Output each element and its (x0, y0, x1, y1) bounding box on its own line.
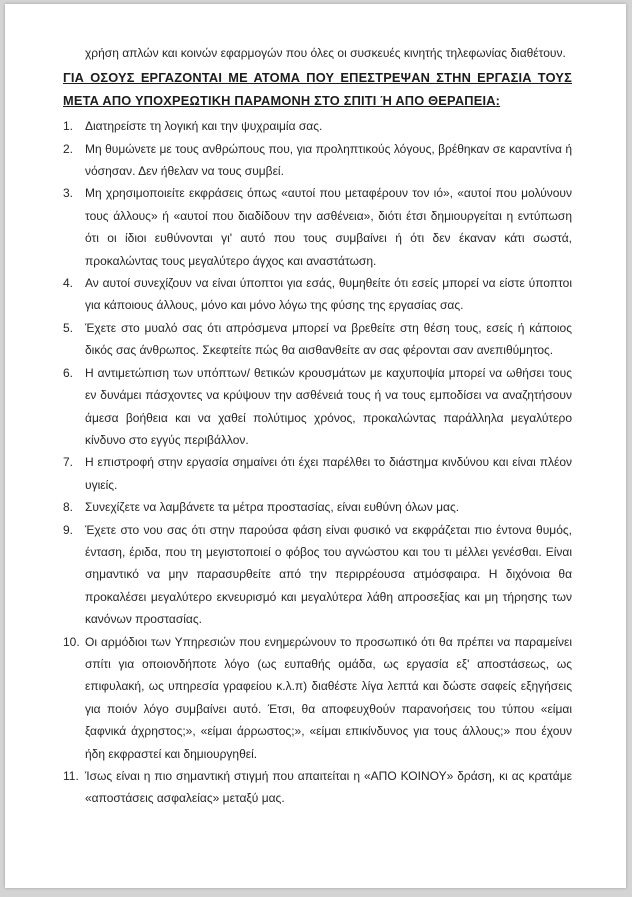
list-item-text: Έχετε στο μυαλό σας ότι απρόσμενα μπορεί να βρεθείτε στη θέση τους, εσείς ή κάποιος δικός σας άνθρωπος. Σκεφτείτε πώς θα αισθανθείτε αν σας φέρονται σαν ανεπιθύμητος. (85, 320, 572, 358)
list-item-text: Έχετε στο νου σας ότι στην παρούσα φάση είναι φυσικό να εκφράζεται πιο έντονα θυμός, ένταση, έριδα, που τη μεγιστοποιεί ο φόβος του αγνώστου και του τι μέλλει γενέσθαι. Είναι σημαντικό να μην παρασυρθείτε από την περιρρέουσα ατμόσφαιρα. Η διχόνοια θα προκαλέσει μεγαλύτερο εκνευρισμό και μεγαλύτερα λάθη απροσεξίας και μη τήρησης των κανόνων προστασίας. (85, 522, 572, 627)
list-item-number: 9. (63, 522, 74, 537)
list-item-number: 3. (63, 186, 74, 201)
list-item (63, 317, 572, 362)
list-item (63, 182, 572, 272)
list-item-number: 5. (63, 320, 74, 335)
list-item-number: 8. (63, 500, 74, 515)
list-item (63, 272, 572, 317)
list-item (63, 519, 572, 631)
list-item (63, 451, 572, 496)
list-item (63, 362, 572, 452)
section-heading: ΓΙΑ ΟΣΟΥΣ ΕΡΓΑΖΟΝΤΑΙ ΜΕ ΑΤΟΜΑ ΠΟΥ ΕΠΕΣΤΡΕΨΑΝ ΣΤΗΝ ΕΡΓΑΣΙΑ ΤΟΥΣ ΜΕΤΑ ΑΠΟ ΥΠΟΧΡΕΩΤΙΚΗ ΠΑΡΑΜΟΝΗ ΣΤΟ ΣΠΙΤΙ Ή ΑΠΟ ΘΕΡΑΠΕΙΑ: (63, 70, 572, 108)
list-item (63, 631, 572, 765)
intro-paragraph: χρήση απλών και κοινών εφαρμογών που όλες οι συσκευές κινητής τηλεφωνίας διαθέτουν. (85, 46, 566, 60)
list-item (63, 138, 572, 183)
list-item-text: Οι αρμόδιοι των Υπηρεσιών που ενημερώνουν το προσωπικό ότι θα πρέπει να παραμείνει σπίτι για οποιονδήποτε λόγο (ως ευπαθής ομάδα, ως εργασία εξ' αποστάσεως, ως επιφυλακή, ως υπηρεσία γραφείου κ.λ.π) διαθέστε λίγα λεπτά και δώστε σαφείς εξηγήσεις για ποιόν λόγο συμβαίνει αυτό. Έτσι, θα αποφευχθούν παρανοήσεις του τύπου «είμαι ξαφνικά άχρηστος;», «είμαι άρρωστος;», «είμαι επικίνδυνος για τους άλλους;» που έχουν ήδη εκφραστεί και δημιουργηθεί. (85, 634, 572, 761)
list-item-text: Αν αυτοί συνεχίζουν να είναι ύποπτοι για εσάς, θυμηθείτε ότι εσείς μπορεί να είστε ύποπτοι για κάποιους άλλους, μόνο και μόνο λόγω της φύσης της εργασίας σας. (85, 276, 572, 313)
list-item (63, 496, 572, 518)
list-item-number: 10. (63, 634, 80, 649)
list-item-text: Η επιστροφή στην εργασία σημαίνει ότι έχει παρέλθει το διάστημα κινδύνου και είναι πλέον υγιείς. (85, 455, 572, 492)
list-item-text: Συνεχίζετε να λαμβάνετε τα μέτρα προστασίας, είναι ευθύνη όλων μας. (85, 500, 460, 515)
list-item-number: 1. (63, 119, 74, 134)
list-item-number: 4. (63, 276, 74, 291)
list-item (63, 115, 572, 137)
document-page (5, 4, 626, 888)
list-item-number: 11. (63, 769, 79, 783)
list-item-number: 2. (63, 141, 74, 156)
list-item-text: Μη χρησιμοποιείτε εκφράσεις όπως «αυτοί που μεταφέρουν τον ιό», «αυτοί που μολύνουν τους άλλους» ή «αυτοί που διαδίδουν την ασθένεια», διότι έτσι δημιουργείται η εντύπωση ότι οι ίδιοι ευθύνονται γι' αυτό που τους συμβαίνει ή ότι δεν έκαναν κάτι σωστά, προκαλώντας τους μεγαλύτερο άγχος και αναστάτωση. (85, 186, 572, 268)
list-item-number: 7. (63, 455, 74, 470)
list-item-text: Διατηρείστε τη λογική και την ψυχραιμία σας. (85, 119, 323, 134)
list-item-text: Η αντιμετώπιση των υπόπτων/ θετικών κρουσμάτων με καχυποψία μπορεί να ωθήσει τους εν δυνάμει πάσχοντες να κρύψουν την ασθένειά τους ή να τους εμποδίσει να αναζητήσουν άμεσα βοήθεια και να χαθεί πολύτιμος χρόνος, προκαλώντας παράλληλα μεγαλύτερο κίνδυνο στο εγγύς περιβάλλον. (85, 365, 572, 447)
list-item-number: 6. (63, 365, 74, 380)
list-item (63, 765, 572, 810)
list-item-text: Μη θυμώνετε με τους ανθρώπους που, για προληπτικούς λόγους, βρέθηκαν σε καραντίνα ή νόσησαν. Δεν ήθελαν να τους συμβεί. (85, 141, 572, 179)
numbered-list (63, 115, 572, 810)
list-item-text: Ίσως είναι η πιο σημαντική στιγμή που απαιτείται η «ΑΠΟ ΚΟΙΝΟΥ» δράση, κι ας κρατάμε «αποστάσεις ασφαλείας» μεταξύ μας. (85, 769, 572, 806)
